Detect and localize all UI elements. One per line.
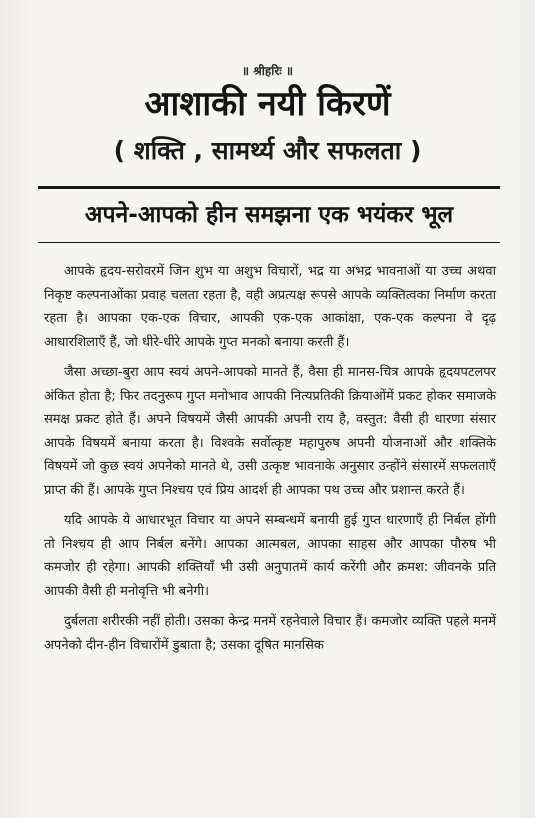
paragraph-1: आपके हृदय-सरोवरमें जिन शुभ या अशुभ विचारों, भद्र या अभद्र भावनाओं या उच्च अथवा निकृष्ट कल्पनाओंका प्रवाह चलता रहता है, वही अप्रत्यक्ष रूपसे आपके व्यक्तित्वका निर्माण करता रहता है। आपका एक-एक विचार, आपकी एक-एक आकांक्षा, एक-एक कल्पना वे दृढ़ आधारशिलाएँ हैं, जो धीरे-धीरे आपके गुप्त मनको बनाया करती हैं। [44, 264, 496, 350]
heading-divider-top [38, 186, 500, 189]
invocation-line: ॥ श्रीहरिः ॥ [241, 64, 294, 78]
page-subtitle: ( शक्ति , सामर्थ्य और सफलता ) [113, 136, 422, 165]
body-text [44, 260, 496, 664]
paragraph-2: जैसा अच्छा-बुरा आप स्वयं अपने-आपको मानते हैं, वैसा ही मानस-चित्र आपके हृदयपटलपर अंकित होता है; फिर तदनुरूप गुप्त मनोभाव आपकी नित्यप्रतिकी क्रियाओंमें प्रकट होकर समाजके समक्ष प्रकट होते हैं। अपने विषयमें जैसी आपकी अपनी राय है, वस्तुत: वैसी ही धारणा संसार आपके विषयमें बनाया करता है। विश्वके सर्वोत्कृष्ट महापुरुष अपनी योजनाओं और शक्तिके विषयमें जो कुछ स्वयं अपनेको मानते थे, उसी उत्कृष्ट भावनाके अनुसार उन्होंने संसारमें सफलताएँ प्राप्त की हैं। आपके गुप्त निश्चय एवं प्रिय आदर्श ही आपका पथ उच्च और प्रशान्त करते हैं। [44, 365, 496, 498]
page-title: आशाकी नयी किरणें [144, 84, 391, 124]
paragraph-4: दुर्बलता शरीरकी नहीं होती। उसका केन्द्र मनमें रहनेवाले विचार हैं। कमजोर व्यक्ति पहले मनमें अपनेको दीन-हीन विचारोंमें डुबाता है; उसका दूषित मानसिक [44, 614, 496, 653]
paragraph-3: यदि आपके ये आधारभूत विचार या अपने सम्बन्धमें बनायी हुई गुप्त धारणाएँ ही निर्बल होंगी तो निश्चय ही आप निर्बल बनेंगे। आपका आत्मबल, आपका साहस और आपका पौरुष भी कमजोर ही रहेगा। आपकी शक्तियाँ भी उसी अनुपातमें कार्य करेंगी और क्रमश: जीवनके प्रति आपकी वैसी ही मनोवृत्ति भी बनेगी। [44, 513, 496, 599]
heading-divider-bottom [38, 242, 500, 243]
section-heading: अपने-आपको हीन समझना एक भयंकर भूल [84, 202, 454, 228]
